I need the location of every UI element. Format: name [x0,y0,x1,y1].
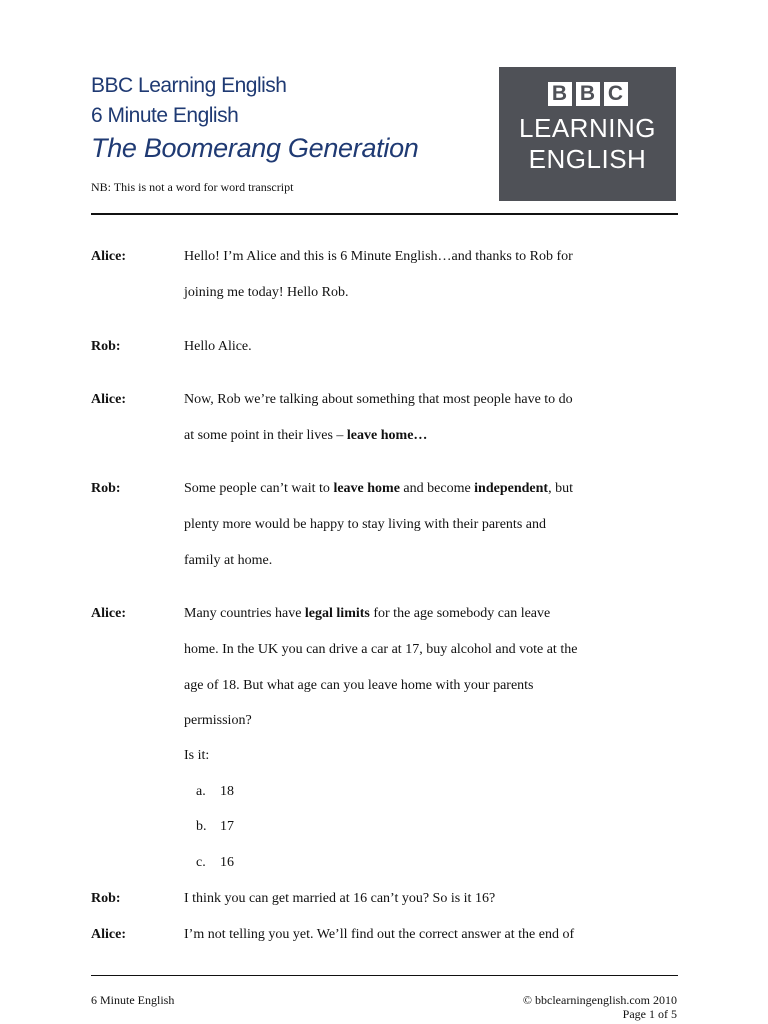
dialogue-text: Hello Alice. [184,339,252,354]
speaker-label: Alice: [91,606,126,621]
key-phrase: leave home… [346,428,428,443]
logo-block-b2: B [576,82,600,106]
dialogue-text: Some people can’t wait to [184,481,334,496]
speaker-label: Rob: [91,481,121,496]
footer-copyright: © bbclearningenglish.com 2010 [522,993,677,1007]
dialogue-line [184,713,252,729]
key-phrase: leave home [333,481,400,496]
dialogue-text: Is it: [184,748,210,763]
speaker-label: Alice: [91,927,126,942]
dialogue-text: at some point in their lives – [184,428,347,443]
dialogue-text: I’m not telling you yet. We’ll find out the correct answer at the end of [184,927,575,942]
dialogue-text: I think you can get married at 16 can’t you? So is it 16? [184,891,496,906]
dialogue-text: Hello! I’m Alice and this is 6 Minute English…and thanks to Rob for [184,249,573,264]
logo-word-english: ENGLISH [528,144,647,174]
header-divider [91,213,678,215]
dialogue-text: for the age somebody can leave [369,606,551,621]
dialogue-line [184,249,573,265]
bbc-learning-english-logo [499,67,676,201]
dialogue-text: family at home. [184,553,273,568]
speaker-label: Rob: [91,339,121,354]
dialogue-text: and become [399,481,475,496]
dialogue-line [184,428,427,444]
dialogue-text: age of 18. But what age can you leave home with your parents [184,678,534,693]
dialogue-line [184,339,252,355]
speaker-label: Alice: [91,392,126,407]
dialogue-text: plenty more would be happy to stay living with their parents and [184,517,546,532]
dialogue-line [184,891,495,907]
dialogue-line [184,392,573,408]
dialogue-line [184,481,573,497]
speaker-label: Rob: [91,891,121,906]
dialogue-text: Now, Rob we’re talking about something that most people have to do [184,392,573,407]
dialogue-line [184,606,550,622]
footer-title: 6 Minute English [91,993,175,1007]
option-letter: a. [196,784,206,799]
speaker-label: Alice: [91,249,126,264]
dialogue-line [184,748,209,764]
key-phrase: independent [474,481,549,496]
logo-word-learning: LEARNING [519,113,656,143]
dialogue-line [184,517,546,533]
key-phrase: legal limits [304,606,370,621]
option-value: 17 [220,819,234,834]
transcript-note: NB: This is not a word for word transcript [91,180,294,194]
header-line-6-minute-english: 6 Minute English [91,104,239,127]
footer-divider [91,975,678,976]
dialogue-text: joining me today! Hello Rob. [184,285,349,300]
header-line-bbc-learning-english: BBC Learning English [91,74,287,97]
dialogue-text: Many countries have [184,606,305,621]
option-value: 16 [220,855,234,870]
dialogue-text: permission? [184,713,252,728]
logo-block-b1: B [548,82,572,106]
option-value: 18 [220,784,234,799]
dialogue-line [184,285,348,301]
dialogue-text: , but [548,481,573,496]
dialogue-text: home. In the UK you can drive a car at 17, buy alcohol and vote at the [184,642,578,657]
option-letter: b. [196,819,207,834]
page-title: The Boomerang Generation [91,133,419,163]
footer-page-number: Page 1 of 5 [622,1007,677,1021]
logo-block-c: C [604,82,628,106]
option-letter: c. [196,855,206,870]
dialogue-line [184,642,577,658]
dialogue-line [184,927,574,943]
dialogue-line [184,678,534,694]
dialogue-line [184,553,272,569]
